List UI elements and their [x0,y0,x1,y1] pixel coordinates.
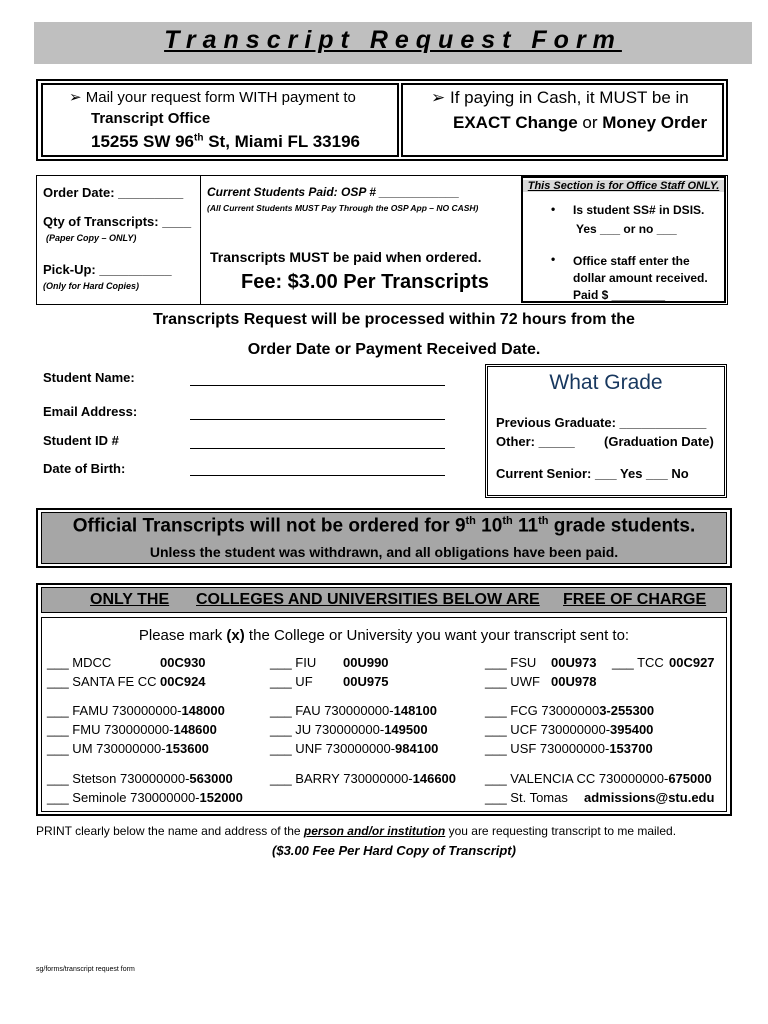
dob-line[interactable] [190,475,445,476]
must-paid: Transcripts MUST be paid when ordered. [210,249,482,265]
colleges-header-3: FREE OF CHARGE [563,591,707,608]
college-option-st-tomas[interactable]: ___ St. Tomas [485,790,568,805]
official-notice-sub: Unless the student was withdrawn, and all obligations have been paid. [149,544,619,560]
college-option-valencia[interactable]: ___ VALENCIA CC 730000000-675000 [485,771,712,786]
college-option-stetson[interactable]: ___ Stetson 730000000-563000 [47,771,233,786]
pickup-note: (Only for Hard Copies) [43,281,140,291]
mail-line: Mail your request form WITH payment to [85,89,356,106]
arrow-bullet-icon: ➢ [69,89,82,106]
student-name-line[interactable] [190,385,445,386]
grade-heading: What Grade [549,371,663,394]
processing-notice-1: Transcripts Request will be processed within 72 hours from the [153,311,635,328]
colleges-instruction: Please mark (x) the College or University you want your transcript sent to: [138,627,630,644]
cash-instructions [401,83,724,157]
print-instruction: PRINT clearly below the name and address of the person and/or institution you are requesting transcript to me mailed. [36,824,677,838]
osp-field[interactable]: Current Students Paid: OSP # ____________ [207,185,460,199]
bullet-icon: • [551,202,556,216]
college-option-usf[interactable]: ___ USF 730000000-153700 [485,741,653,756]
cash-requirement: EXACT Change or Money Order [453,113,708,132]
college-option-fiu[interactable]: ___ FIU [270,655,317,670]
college-option-ucf[interactable]: ___ UCF 730000000-395400 [485,722,654,737]
student-name-label: Student Name: [43,370,135,385]
pickup-field[interactable]: Pick-Up: __________ [43,262,172,277]
staff-yesno[interactable]: Yes ___ or no ___ [576,222,677,236]
processing-notice-2: Order Date or Payment Received Date. [247,341,541,358]
college-code: 00C930 [160,655,206,670]
previous-graduate-field[interactable]: Previous Graduate: ____________ [496,415,707,430]
other-field[interactable]: Other: _____ [496,434,575,449]
college-option-uf[interactable]: ___ UF [270,674,313,689]
college-option-seminole[interactable]: ___ Seminole 730000000-152000 [47,790,243,805]
current-senior-field[interactable]: Current Senior: ___ Yes ___ No [496,466,689,481]
official-notice [41,512,727,564]
st-tomas-email: admissions@stu.edu [584,790,715,805]
osp-note: (All Current Students MUST Pay Through the OSP App – NO CASH) [207,203,479,213]
official-notice-title: Official Transcripts will not be ordered for 9th 10th 11th grade students. [72,515,696,537]
college-option-uwf[interactable]: ___ UWF [485,674,540,689]
college-option-mdcc[interactable]: ___ MDCC [47,655,112,670]
staff-heading: This Section is for Office Staff ONLY. [523,180,724,192]
email-label: Email Address: [43,404,138,419]
college-option-fsu[interactable]: ___ FSU [485,655,537,670]
qty-note: (Paper Copy – ONLY) [46,233,137,243]
colleges-header-1: ONLY THE [90,591,170,608]
office-name: Transcript Office [91,110,211,127]
college-option-barry[interactable]: ___ BARRY 730000000-146600 [270,771,457,786]
print-fee-note: ($3.00 Fee Per Hard Copy of Transcript) [272,843,516,858]
cash-line: If paying in Cash, it MUST be in [449,88,689,107]
college-option-fcg[interactable]: ___ FCG 730000003-255300 [485,703,655,718]
college-code: 00C927 [669,655,715,670]
arrow-bullet-icon: ➢ [431,88,446,107]
college-option-santa-fe[interactable]: ___ SANTA FE CC [47,674,157,689]
graduation-date-label: (Graduation Date) [604,434,714,449]
fee-text: Fee: $3.00 Per Transcripts [241,271,489,293]
mail-instructions [41,83,399,157]
qty-field[interactable]: Qty of Transcripts: ____ [43,214,192,229]
divider [200,175,201,305]
staff-section [521,176,726,303]
college-code: 00U978 [551,674,597,689]
office-address: 15255 SW 96th St, Miami FL 33196 [91,132,360,151]
college-option-famu[interactable]: ___ FAMU 730000000-148000 [47,703,225,718]
college-option-tcc[interactable]: ___ TCC [612,655,664,670]
college-option-um[interactable]: ___ UM 730000000-153600 [47,741,209,756]
footer-path: sg/forms/transcript request form [36,966,135,973]
dob-label: Date of Birth: [43,461,126,476]
page-title: Transcript Request Form [164,26,622,54]
bullet-icon: • [551,252,556,266]
student-id-label: Student ID # [43,433,119,448]
college-option-ju[interactable]: ___ JU 730000000-149500 [270,722,428,737]
college-option-fmu[interactable]: ___ FMU 730000000-148600 [47,722,217,737]
title-bar [34,22,752,64]
staff-item-1: Is student SS# in DSIS. [573,203,705,217]
colleges-header-2: COLLEGES AND UNIVERSITIES BELOW ARE [196,591,540,608]
colleges-header [41,587,727,613]
staff-paid[interactable]: Paid $ ________ [573,288,666,302]
college-code: 00U990 [343,655,389,670]
grade-section [487,366,725,496]
college-option-unf[interactable]: ___ UNF 730000000-984100 [270,741,439,756]
college-code: 00U973 [551,655,597,670]
student-id-line[interactable] [190,448,445,449]
college-code: 00C924 [160,674,206,689]
email-line[interactable] [190,419,445,420]
order-date-field[interactable]: Order Date: _________ [43,185,184,200]
college-code: 00U975 [343,674,389,689]
college-option-fau[interactable]: ___ FAU 730000000-148100 [270,703,437,718]
staff-item-2: Office staff enter the dollar amount received. [573,254,708,285]
